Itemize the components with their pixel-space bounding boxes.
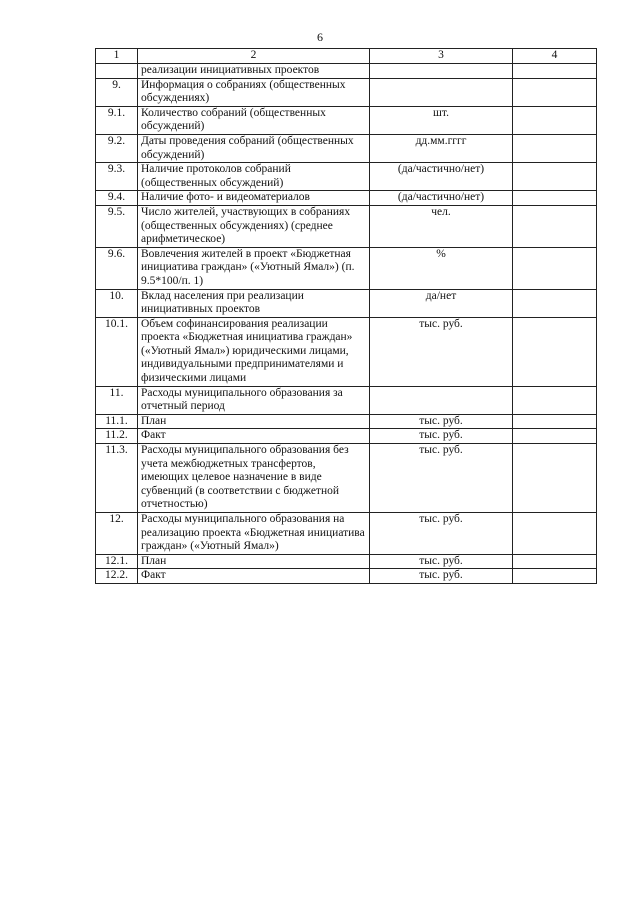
table-row xyxy=(96,64,597,79)
row-unit: тыс. руб. xyxy=(370,554,513,569)
row-name: План xyxy=(138,554,370,569)
header-col-4: 4 xyxy=(513,49,597,64)
row-number: 9.4. xyxy=(96,191,138,206)
row-value xyxy=(513,444,597,513)
row-value xyxy=(513,429,597,444)
row-number: 9.3. xyxy=(96,163,138,191)
row-number: 10. xyxy=(96,289,138,317)
row-value xyxy=(513,317,597,386)
row-number: 9.1. xyxy=(96,106,138,134)
table-row xyxy=(96,317,597,386)
row-value xyxy=(513,414,597,429)
header-col-2: 2 xyxy=(138,49,370,64)
row-value xyxy=(513,205,597,247)
row-name: План xyxy=(138,414,370,429)
row-unit: дд.мм.гггг xyxy=(370,134,513,162)
table-row xyxy=(96,78,597,106)
row-name: Наличие протоколов собраний (общественных обсуждений) xyxy=(138,163,370,191)
header-row xyxy=(96,49,597,64)
row-value xyxy=(513,289,597,317)
row-number xyxy=(96,64,138,79)
row-number: 12.1. xyxy=(96,554,138,569)
row-number: 9.2. xyxy=(96,134,138,162)
row-name: Расходы муниципального образования без учета межбюджетных трансфертов, имеющих целевое назначение в виде субвенций (в соответствии с бюджетной отчетностью) xyxy=(138,444,370,513)
row-number: 9.6. xyxy=(96,247,138,289)
row-name: Информация о собраниях (общественных обсуждениях) xyxy=(138,78,370,106)
table-row xyxy=(96,134,597,162)
row-unit: (да/частично/нет) xyxy=(370,191,513,206)
row-value xyxy=(513,513,597,555)
row-value xyxy=(513,106,597,134)
row-number: 11. xyxy=(96,386,138,414)
row-unit: тыс. руб. xyxy=(370,429,513,444)
row-name: Факт xyxy=(138,429,370,444)
row-unit xyxy=(370,78,513,106)
row-number: 11.3. xyxy=(96,444,138,513)
row-unit: тыс. руб. xyxy=(370,513,513,555)
row-unit: чел. xyxy=(370,205,513,247)
row-value xyxy=(513,191,597,206)
row-value xyxy=(513,64,597,79)
row-value xyxy=(513,386,597,414)
table-row xyxy=(96,191,597,206)
row-number: 10.1. xyxy=(96,317,138,386)
row-unit: % xyxy=(370,247,513,289)
row-name: Наличие фото- и видеоматериалов xyxy=(138,191,370,206)
table-row xyxy=(96,205,597,247)
row-number: 9. xyxy=(96,78,138,106)
table-row xyxy=(96,386,597,414)
row-unit: шт. xyxy=(370,106,513,134)
table-row xyxy=(96,106,597,134)
row-name: Количество собраний (общественных обсуждений) xyxy=(138,106,370,134)
row-unit: (да/частично/нет) xyxy=(370,163,513,191)
row-unit: тыс. руб. xyxy=(370,317,513,386)
row-unit: да/нет xyxy=(370,289,513,317)
row-number: 11.2. xyxy=(96,429,138,444)
row-value xyxy=(513,247,597,289)
report-table xyxy=(95,48,597,584)
table-row xyxy=(96,513,597,555)
table-row xyxy=(96,554,597,569)
row-unit: тыс. руб. xyxy=(370,414,513,429)
row-value xyxy=(513,554,597,569)
table-row xyxy=(96,289,597,317)
row-unit xyxy=(370,64,513,79)
row-name: Расходы муниципального образования за отчетный период xyxy=(138,386,370,414)
page-number: 6 xyxy=(317,30,323,44)
table-row xyxy=(96,569,597,584)
table-row xyxy=(96,247,597,289)
row-name: Даты проведения собраний (общественных обсуждений) xyxy=(138,134,370,162)
row-number: 12.2. xyxy=(96,569,138,584)
row-value xyxy=(513,134,597,162)
table-row xyxy=(96,444,597,513)
table-row xyxy=(96,414,597,429)
row-name: Расходы муниципального образования на реализацию проекта «Бюджетная инициатива граждан» («Уютный Ямал») xyxy=(138,513,370,555)
row-name: Вклад населения при реализации инициативных проектов xyxy=(138,289,370,317)
row-value xyxy=(513,569,597,584)
row-value xyxy=(513,163,597,191)
header-col-1: 1 xyxy=(96,49,138,64)
row-name: реализации инициативных проектов xyxy=(138,64,370,79)
row-name: Факт xyxy=(138,569,370,584)
row-unit: тыс. руб. xyxy=(370,444,513,513)
row-value xyxy=(513,78,597,106)
row-unit xyxy=(370,386,513,414)
row-name: Вовлечения жителей в проект «Бюджетная инициатива граждан» («Уютный Ямал») (п. 9.5*100/п. 1) xyxy=(138,247,370,289)
row-name: Объем софинансирования реализации проекта «Бюджетная инициатива граждан» («Уютный Ямал») юридическими лицами, индивидуальными предпринимателями и физическими лицами xyxy=(138,317,370,386)
row-number: 11.1. xyxy=(96,414,138,429)
table-row xyxy=(96,163,597,191)
row-number: 9.5. xyxy=(96,205,138,247)
row-number: 12. xyxy=(96,513,138,555)
header-col-3: 3 xyxy=(370,49,513,64)
row-name: Число жителей, участвующих в собраниях (общественных обсуждениях) (среднее арифметическое) xyxy=(138,205,370,247)
row-unit: тыс. руб. xyxy=(370,569,513,584)
table-row xyxy=(96,429,597,444)
